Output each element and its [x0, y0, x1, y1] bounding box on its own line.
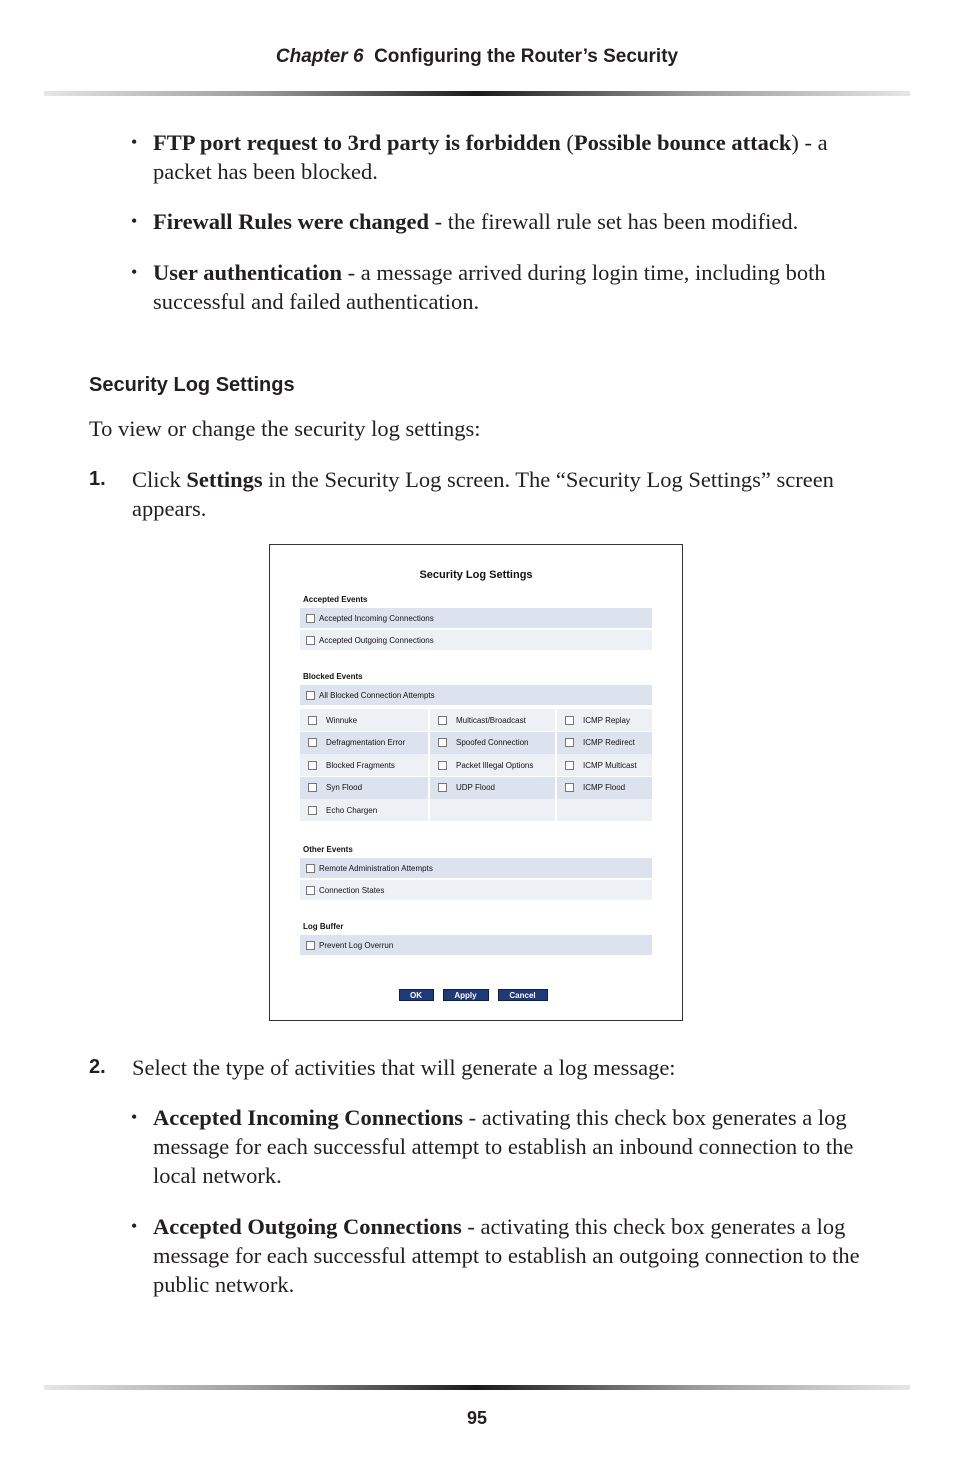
section-title: Security Log Settings: [89, 374, 295, 396]
checkbox-label: Connection States: [319, 885, 385, 895]
ok-button[interactable]: OK: [399, 989, 434, 1001]
grid-cell[interactable]: [557, 709, 652, 731]
checkbox-label: UDP Flood: [456, 783, 495, 792]
checkbox[interactable]: [438, 738, 447, 747]
checkbox-label: Defragmentation Error: [326, 738, 406, 747]
bullet-dot: •: [131, 1216, 138, 1236]
checkbox[interactable]: [565, 761, 574, 770]
grid-cell[interactable]: [430, 754, 557, 776]
checkbox[interactable]: [306, 614, 315, 623]
apply-button[interactable]: Apply: [443, 989, 489, 1001]
checkbox[interactable]: [308, 716, 317, 725]
bullet-text: ) - a packet has been blocked.: [153, 130, 828, 184]
accepted-incoming-row[interactable]: [300, 608, 652, 629]
screen-title: Security Log Settings: [419, 569, 533, 581]
grid-row: [300, 709, 652, 732]
bullet-dot: •: [131, 262, 138, 282]
checkbox-label: Remote Administration Attempts: [319, 863, 433, 873]
checkbox-label: Prevent Log Overrun: [319, 940, 394, 950]
checkbox[interactable]: [308, 761, 317, 770]
checkbox[interactable]: [308, 738, 317, 747]
intro-text: To view or change the security log settings:: [89, 416, 481, 441]
checkbox[interactable]: [438, 761, 447, 770]
bullet-text: (: [560, 130, 574, 155]
security-log-settings-screenshot: [269, 544, 683, 1021]
checkbox[interactable]: [308, 806, 317, 815]
prevent-log-overrun-row[interactable]: [300, 935, 652, 956]
checkbox-label: ICMP Flood: [583, 783, 626, 792]
bullet-text: - a message arrived during login time, including both successful and failed authentication.: [153, 260, 826, 314]
checkbox[interactable]: [306, 886, 315, 895]
chapter-title: Configuring the Router’s Security: [374, 46, 679, 67]
checkbox-label: Spoofed Connection: [456, 738, 529, 747]
bullet-text: - the firewall rule set has been modified.: [429, 209, 799, 234]
grid-cell[interactable]: [300, 777, 430, 799]
grid-cell[interactable]: [300, 732, 430, 754]
grid-cell-empty: [557, 799, 652, 821]
grid-cell[interactable]: [430, 709, 557, 731]
checkbox-label: Accepted Incoming Connections: [319, 613, 434, 623]
checkbox-label: Packet Illegal Options: [456, 760, 534, 770]
checkbox[interactable]: [308, 783, 317, 792]
bullet-ftp: [131, 128, 861, 186]
button-bar: [270, 989, 682, 1001]
bullet-term: Firewall Rules were changed: [153, 209, 430, 234]
page-number: 95: [466, 1408, 488, 1428]
bullet-dot: •: [131, 211, 138, 231]
bullet-term: FTP port request to 3rd party is forbidden: [153, 130, 561, 155]
grid-cell[interactable]: [430, 732, 557, 754]
checkbox-label: Syn Flood: [326, 783, 363, 792]
connection-states-row[interactable]: [300, 880, 652, 901]
checkbox[interactable]: [565, 716, 574, 725]
step-text: Click: [132, 467, 187, 492]
bullet-firewall-rules: [131, 207, 861, 236]
blocked-all-row[interactable]: [300, 685, 652, 706]
blocked-events-grid: [300, 709, 652, 822]
bullet-term: Possible bounce attack: [573, 130, 792, 155]
bullet-term: User authentication: [153, 260, 342, 285]
grid-cell[interactable]: [300, 754, 430, 776]
grid-row: [300, 754, 652, 777]
grid-cell[interactable]: [557, 754, 652, 776]
bullet-dot: •: [131, 1107, 138, 1127]
checkbox-label: Blocked Fragments: [326, 760, 395, 770]
checkbox[interactable]: [306, 864, 315, 873]
bullet-text: - activating this check box generates a log message for each successful attempt to establish an inbound connection to the local network.: [153, 1105, 854, 1188]
page-header: [0, 46, 954, 68]
step-text: in the Security Log screen. The “Security Log Settings” screen appears.: [132, 467, 834, 521]
grid-row: [300, 732, 652, 755]
other-events-title: Other Events: [303, 845, 353, 854]
checkbox-label: Multicast/Broadcast: [456, 715, 526, 725]
checkbox[interactable]: [565, 738, 574, 747]
grid-cell[interactable]: [557, 777, 652, 799]
bullet-term: Accepted Incoming Connections: [153, 1105, 463, 1130]
bullet-accepted-outgoing: [131, 1212, 861, 1299]
checkbox[interactable]: [438, 783, 447, 792]
grid-row: [300, 799, 652, 822]
accepted-outgoing-row[interactable]: [300, 630, 652, 651]
step-1: [89, 465, 859, 523]
accepted-events-title: Accepted Events: [303, 595, 368, 604]
header-rule: [44, 91, 910, 96]
grid-cell[interactable]: [300, 799, 430, 821]
step-number: 1.: [89, 468, 106, 490]
cancel-button[interactable]: Cancel: [498, 989, 548, 1001]
checkbox-label: Echo Chargen: [326, 805, 378, 815]
step-2: [89, 1053, 859, 1082]
checkbox[interactable]: [306, 691, 315, 700]
checkbox[interactable]: [565, 783, 574, 792]
chapter-label: Chapter 6: [275, 46, 364, 67]
grid-cell[interactable]: [557, 732, 652, 754]
grid-row: [300, 777, 652, 800]
checkbox-label: Winnuke: [326, 715, 358, 725]
checkbox-label: ICMP Multicast: [583, 760, 637, 770]
checkbox[interactable]: [438, 716, 447, 725]
bullet-text: - activating this check box generates a log message for each successful attempt to establish an outgoing connection to the public network.: [153, 1214, 860, 1297]
log-buffer-title: Log Buffer: [303, 922, 344, 931]
bullet-term: Accepted Outgoing Connections: [153, 1214, 462, 1239]
bullet-dot: •: [131, 132, 138, 152]
checkbox-label: ICMP Redirect: [583, 738, 635, 747]
checkbox-label: ICMP Replay: [583, 715, 630, 725]
grid-cell[interactable]: [430, 777, 557, 799]
step-term: Settings: [186, 467, 263, 492]
grid-cell[interactable]: [300, 709, 430, 731]
step-text: Select the type of activities that will generate a log message:: [132, 1055, 676, 1080]
grid-cell-empty: [430, 799, 557, 821]
footer-rule: [44, 1385, 910, 1390]
checkbox-label: Accepted Outgoing Connections: [319, 635, 434, 645]
checkbox[interactable]: [306, 636, 315, 645]
bullet-accepted-incoming: [131, 1103, 861, 1190]
step-number: 2.: [89, 1056, 106, 1078]
bullet-user-auth: [131, 258, 861, 316]
blocked-events-title: Blocked Events: [303, 672, 363, 681]
checkbox[interactable]: [306, 941, 315, 950]
remote-admin-row[interactable]: [300, 858, 652, 879]
checkbox-label: All Blocked Connection Attempts: [319, 690, 435, 700]
